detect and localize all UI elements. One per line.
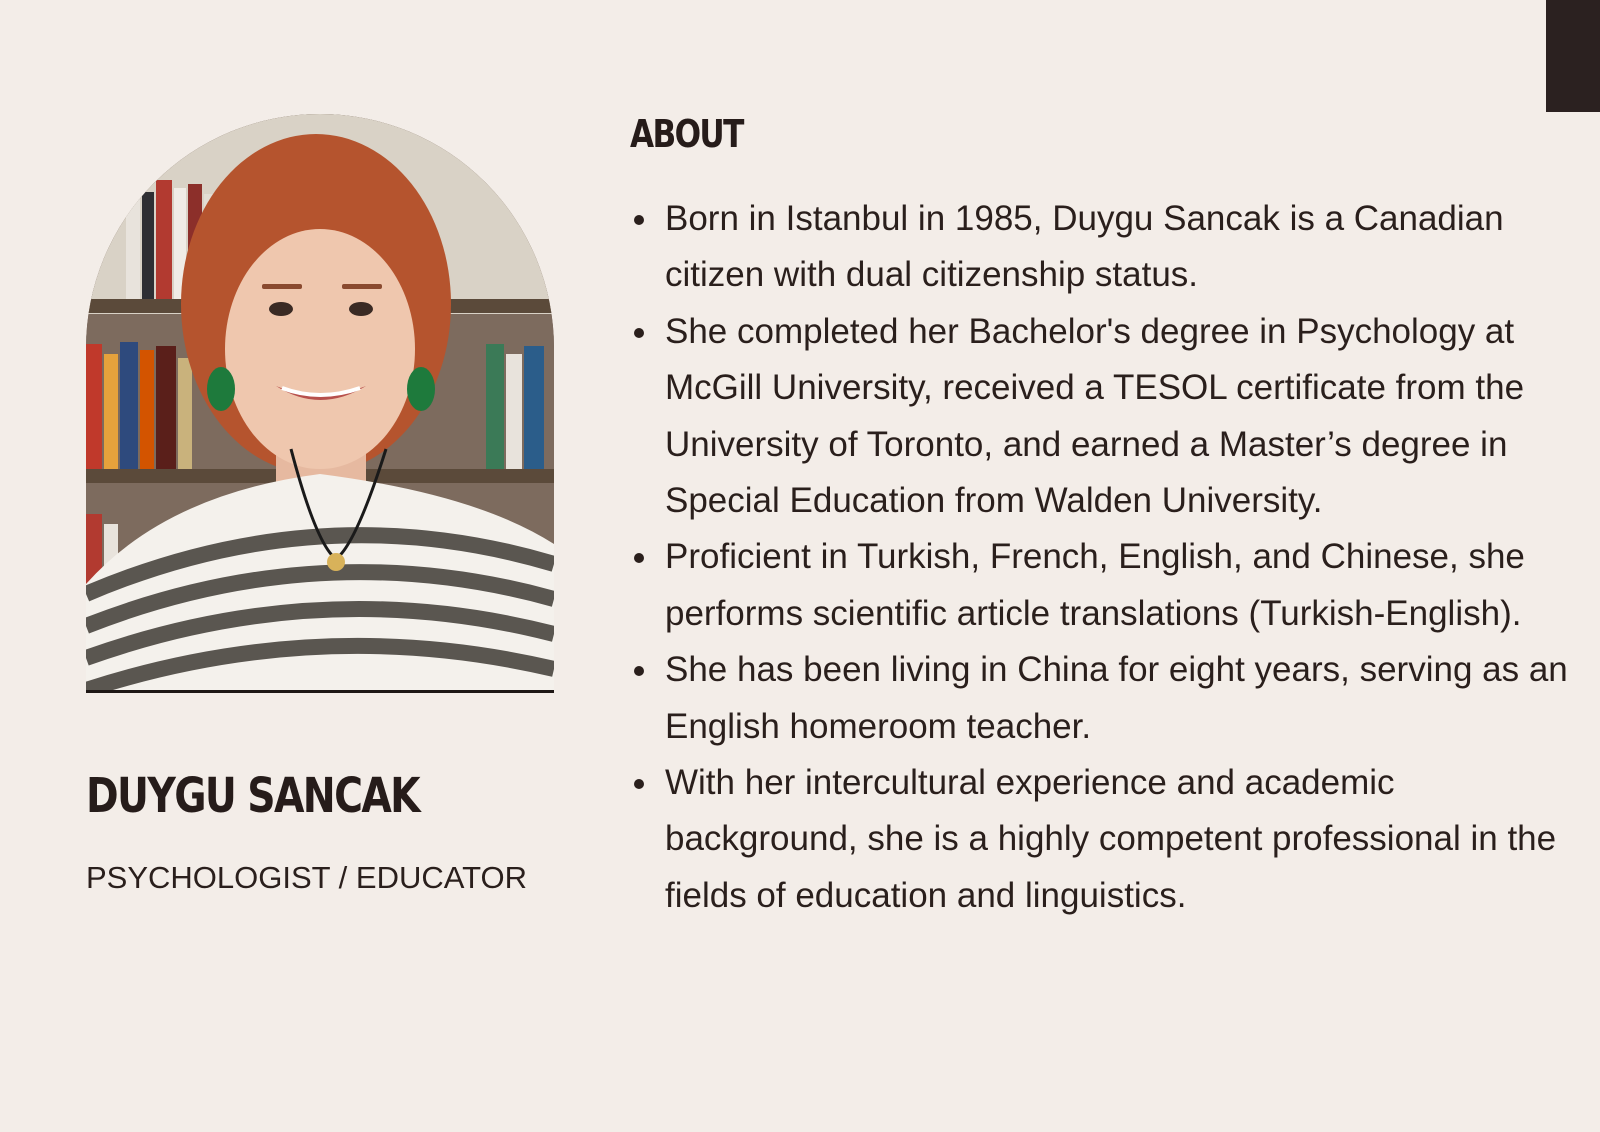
about-item-birth: Born in Istanbul in 1985, Duygu Sancak is a Canadian citizen with dual citizenship status. [632, 191, 1572, 304]
person-name: DUYGU SANCAK [86, 768, 420, 824]
corner-accent-block [1546, 0, 1600, 112]
about-item-china: She has been living in China for eight years, serving as an English homeroom teacher. [632, 642, 1572, 755]
about-item-education: She completed her Bachelor's degree in Psychology at McGill University, received a TESOL certificate from the University of Toronto, and earned a Master’s degree in Special Education from Walden University. [632, 304, 1572, 530]
about-item-languages: Proficient in Turkish, French, English, and Chinese, she performs scientific article translations (Turkish-English). [632, 529, 1572, 642]
about-heading: ABOUT [630, 112, 743, 156]
about-item-summary: With her intercultural experience and academic background, she is a highly competent professional in the fields of education and linguistics. [632, 755, 1572, 924]
profile-photo [86, 114, 554, 693]
portrait-illustration [86, 114, 554, 690]
person-role: PSYCHOLOGIST / EDUCATOR [86, 860, 527, 895]
about-list [632, 191, 1572, 924]
